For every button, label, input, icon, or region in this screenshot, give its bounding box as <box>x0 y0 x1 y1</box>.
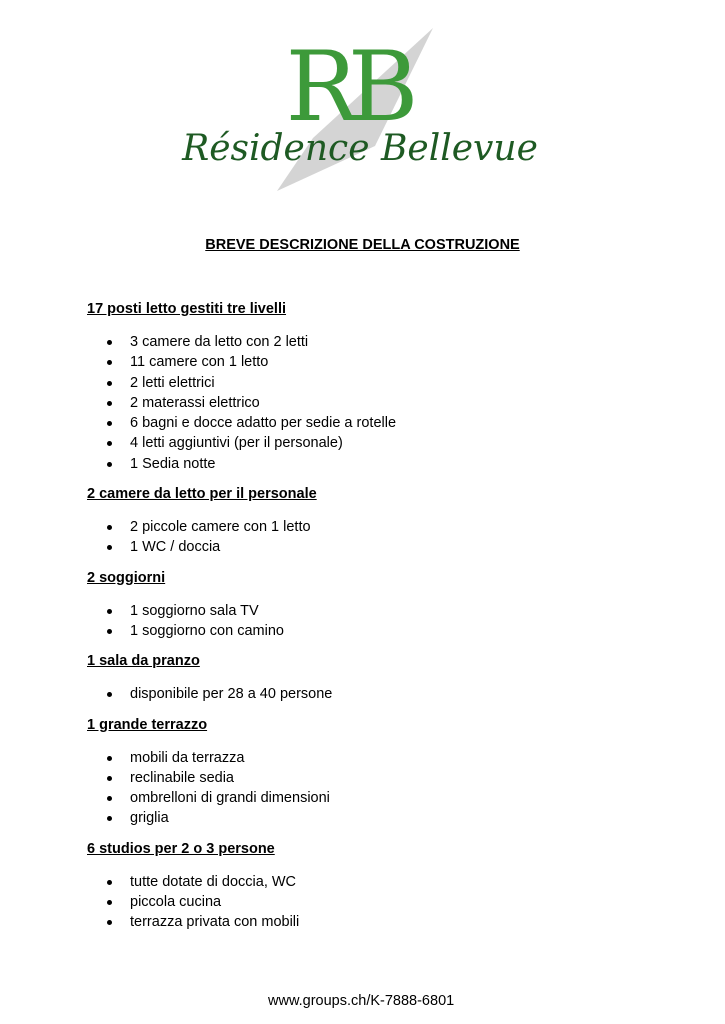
list-item: mobili da terrazza <box>87 748 667 768</box>
list-item: terrazza privata con mobili <box>87 912 667 932</box>
list-item: tutte dotate di doccia, WC <box>87 872 667 892</box>
list-item: 2 letti elettrici <box>87 373 667 393</box>
list-item: 6 bagni e docce adatto per sedie a rotelle <box>87 413 667 433</box>
list-item: 1 soggiorno sala TV <box>87 601 667 621</box>
svg-text:Résidence Bellevue: Résidence Bellevue <box>182 128 538 169</box>
list-item: 1 soggiorno con camino <box>87 621 667 641</box>
footer-url: www.groups.ch/K-7888-6801 <box>268 993 455 1009</box>
list-item: 2 piccole camere con 1 letto <box>87 517 667 537</box>
section-studios <box>87 840 667 933</box>
section-title: 1 grande terrazzo <box>87 716 208 733</box>
section-terrace <box>87 716 667 829</box>
section-staff-rooms <box>87 485 667 558</box>
list-item: 2 materassi elettrico <box>87 393 667 413</box>
list-item: ombrelloni di grandi dimensioni <box>87 788 667 808</box>
section-beds <box>87 300 667 474</box>
list-item: 3 camere da letto con 2 letti <box>87 332 667 352</box>
section-title: 17 posti letto gestiti tre livelli <box>87 301 287 317</box>
list-item: 11 camere con 1 letto <box>87 352 667 372</box>
list-item: piccola cucina <box>87 892 667 912</box>
svg-text:RB: RB <box>285 31 409 143</box>
document-body <box>87 300 667 944</box>
section-title: 6 studios per 2 o 3 persone <box>87 840 275 857</box>
section-title: 2 camere da letto per il personale <box>87 486 317 503</box>
document-title: BREVE DESCRIZIONE DELLA COSTRUZIONE <box>205 237 520 253</box>
list-item: disponibile per 28 a 40 persone <box>87 684 667 704</box>
list-item: 1 WC / doccia <box>87 537 667 557</box>
section-living-rooms <box>87 569 667 642</box>
section-title: 2 soggiorni <box>87 569 166 586</box>
list-item: 1 Sedia notte <box>87 454 667 474</box>
section-dining-room <box>87 652 667 704</box>
list-item: griglia <box>87 808 667 828</box>
residence-bellevue-logo <box>165 28 550 196</box>
list-item: 4 letti aggiuntivi (per il personale) <box>87 433 667 453</box>
list-item: reclinabile sedia <box>87 768 667 788</box>
section-title: 1 sala da pranzo <box>87 653 200 670</box>
